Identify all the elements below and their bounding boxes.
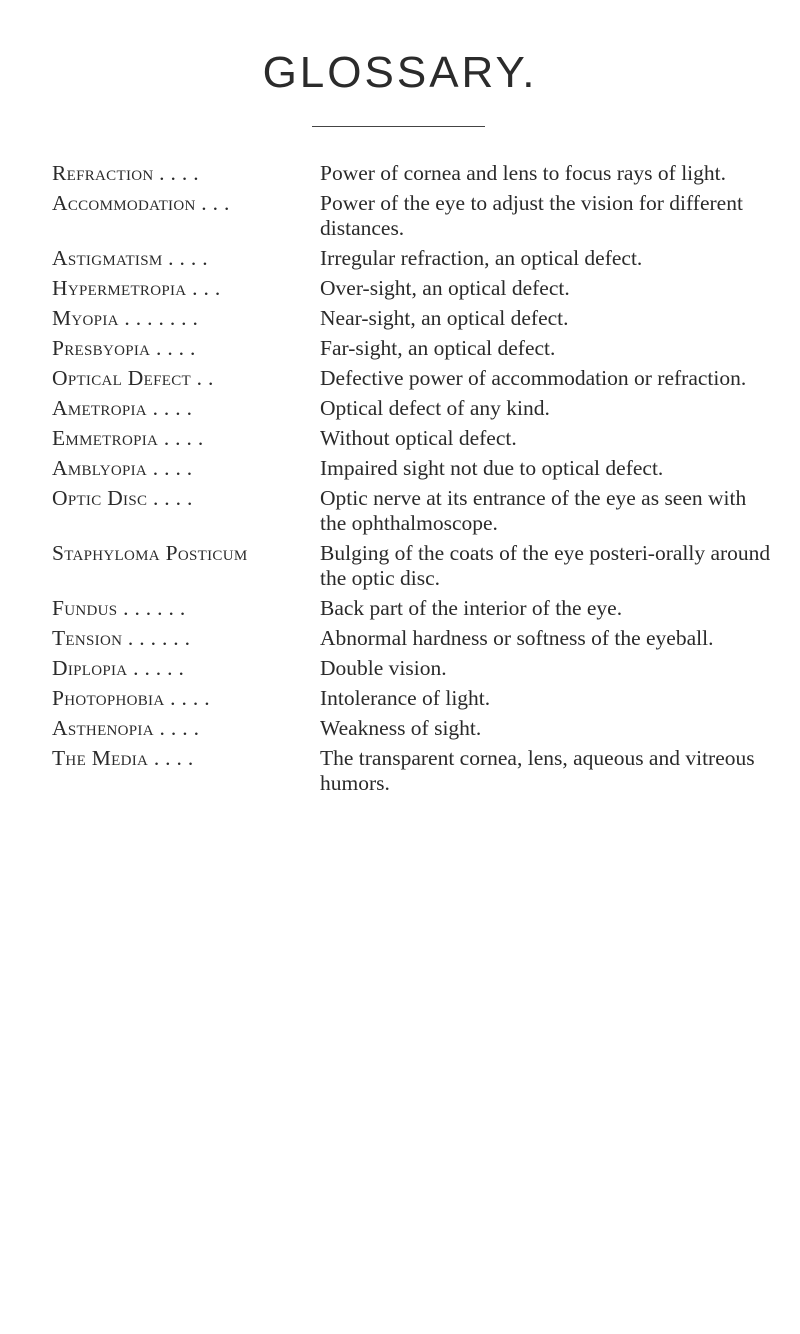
glossary-definition: Irregular refraction, an optical defect. — [320, 246, 643, 270]
glossary-term: Amblyopia . . . . — [52, 456, 193, 480]
glossary-entry — [52, 306, 772, 331]
glossary-definition: Double vision. — [320, 656, 447, 680]
glossary-entry — [52, 716, 772, 741]
glossary-entry — [52, 276, 772, 301]
glossary-term: Astigmatism . . . . — [52, 246, 208, 270]
glossary-definition: Power of the eye to adjust the vision for different distances. — [320, 191, 743, 240]
glossary-entry — [52, 246, 772, 271]
glossary-entry — [52, 426, 772, 451]
glossary-entry — [52, 656, 772, 681]
glossary-term: Accommodation . . . — [52, 191, 230, 215]
glossary-entry — [52, 456, 772, 481]
glossary-entry — [52, 626, 772, 651]
glossary-definition: Weakness of sight. — [320, 716, 482, 740]
glossary-entry — [52, 396, 772, 421]
glossary-entry — [52, 161, 772, 186]
glossary-term: Staphyloma Posticum — [52, 541, 248, 565]
glossary-definition: Abnormal hardness or softness of the eyeball. — [320, 626, 714, 650]
glossary-entry — [52, 486, 772, 536]
glossary-term: Fundus . . . . . . — [52, 596, 186, 620]
glossary-term: Photophobia . . . . — [52, 686, 210, 710]
glossary-term: Myopia . . . . . . . — [52, 306, 199, 330]
glossary-definition: Intolerance of light. — [320, 686, 491, 710]
glossary-term: Refraction . . . . — [52, 161, 199, 185]
glossary-definition: Back part of the interior of the eye. — [320, 596, 623, 620]
glossary-term: The Media . . . . — [52, 746, 194, 770]
glossary-entry — [52, 366, 772, 391]
glossary-definition: Impaired sight not due to optical defect. — [320, 456, 664, 480]
glossary-entry — [52, 746, 772, 796]
title-divider — [312, 126, 485, 127]
glossary-entry — [52, 541, 772, 591]
glossary-term: Tension . . . . . . — [52, 626, 191, 650]
glossary-entry — [52, 686, 772, 711]
glossary-definition: Defective power of accommodation or refraction. — [320, 366, 747, 390]
glossary-term: Diplopia . . . . . — [52, 656, 185, 680]
glossary-definition: Near-sight, an optical defect. — [320, 306, 569, 330]
glossary-definition: Far-sight, an optical defect. — [320, 336, 556, 360]
glossary-entry — [52, 191, 772, 241]
glossary-term: Hypermetropia . . . — [52, 276, 221, 300]
glossary-definition: Over-sight, an optical defect. — [320, 276, 570, 300]
glossary-term: Ametropia . . . . — [52, 396, 193, 420]
glossary-term: Asthenopia . . . . — [52, 716, 200, 740]
glossary-term: Presbyopia . . . . — [52, 336, 196, 360]
glossary-definition: Power of cornea and lens to focus rays of light. — [320, 161, 727, 185]
glossary-definition: Optic nerve at its entrance of the eye as seen with the ophthalmoscope. — [320, 486, 747, 535]
glossary-term: Emmetropia . . . . — [52, 426, 204, 450]
glossary-list — [52, 161, 772, 801]
page-title: GLOSSARY. — [262, 48, 538, 97]
glossary-definition: The transparent cornea, lens, aqueous and vitreous humors. — [320, 746, 755, 795]
glossary-definition: Optical defect of any kind. — [320, 396, 550, 420]
glossary-term: Optical Defect . . — [52, 366, 214, 390]
glossary-entry — [52, 336, 772, 361]
glossary-term: Optic Disc . . . . — [52, 486, 193, 510]
glossary-definition: Without optical defect. — [320, 426, 517, 450]
glossary-entry — [52, 596, 772, 621]
glossary-definition: Bulging of the coats of the eye posteri-orally around the optic disc. — [320, 541, 771, 590]
